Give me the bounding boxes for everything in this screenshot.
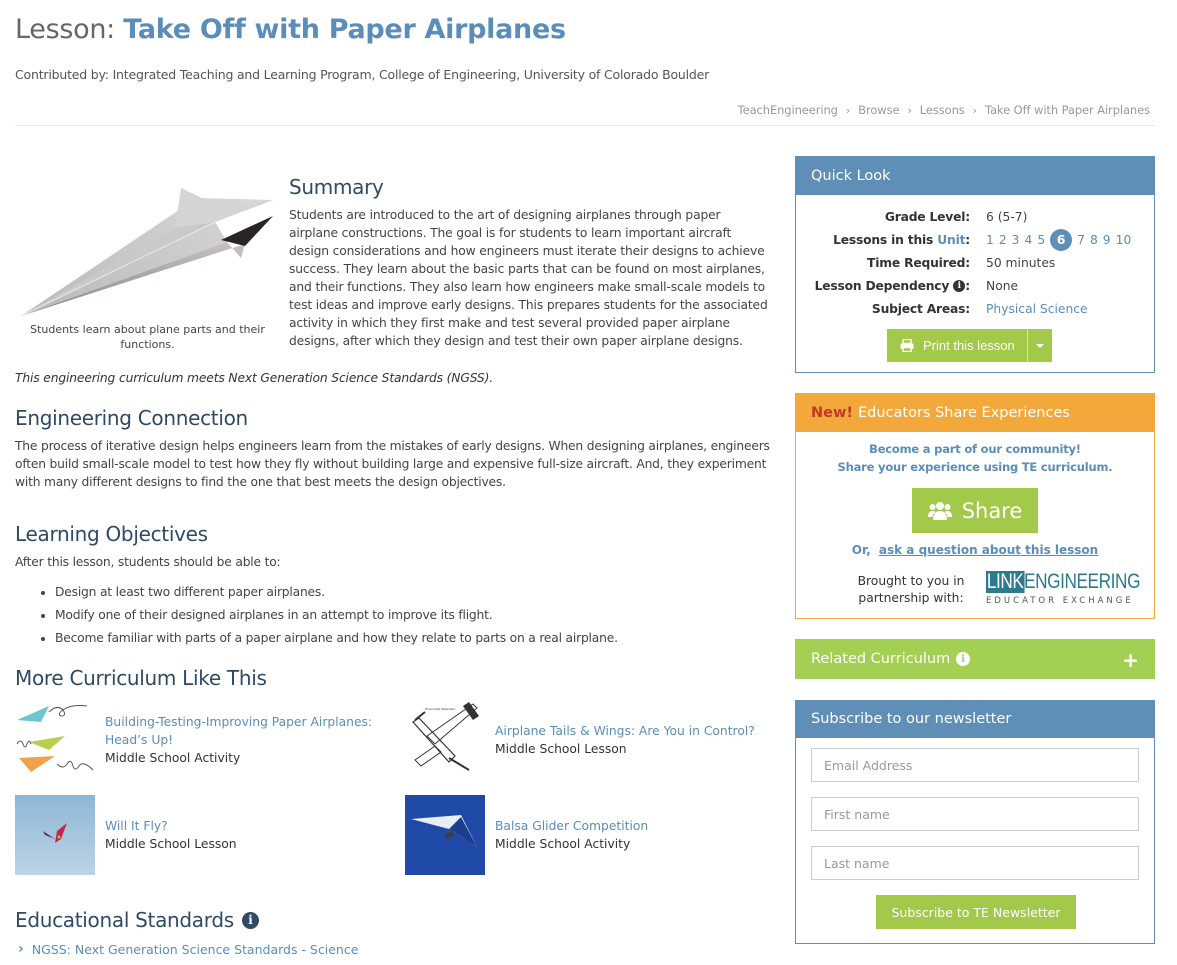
subject-area-link[interactable]: Physical Science	[986, 301, 1088, 316]
engineering-connection-text: The process of iterative design helps engineers learn from the mistakes of early designs. When designing airplanes, engineers often build small-scale model to test how they fly without building large and expensive full-size aircraft. And, they experiment with many different designs to find the one that best meets the design objectives.	[15, 439, 770, 489]
curriculum-card	[405, 795, 785, 875]
engineering-connection-heading: Engineering Connection	[15, 406, 248, 430]
objective-item: • Become familiar with parts of a paper airplane and how they relate to parts on a real airplane.	[55, 627, 775, 650]
paper-airplanes-thumbnail[interactable]	[15, 700, 95, 780]
objective-item: • Modify one of their designed airplanes in an attempt to improve its flight.	[55, 604, 775, 627]
subscribe-button[interactable]: Subscribe to TE Newsletter	[876, 895, 1076, 929]
grade-level-row	[796, 205, 1154, 228]
lesson-link-3[interactable]: 3	[1011, 232, 1020, 247]
print-lesson-button[interactable]	[887, 329, 1027, 362]
page-title	[15, 14, 566, 45]
lesson-link-10[interactable]: 10	[1115, 232, 1132, 247]
ngss-note: This engineering curriculum meets Next Generation Science Standards (NGSS).	[15, 371, 493, 385]
lesson-link-5[interactable]: 5	[1037, 232, 1046, 247]
curriculum-type: Middle School Lesson	[105, 837, 237, 851]
summary-text: Students are introduced to the art of designing airplanes through paper airplane constructions. The goal is for students to learn important aircraft design considerations and how engineers must iterate their designs to achieve success. They learn about the basic parts that can be found on most airplanes, and their functions. They also learn how engineers make small-scale models to test ideas and improve early designs. This prepares students for the associated activity in which they first make and test several provided paper airplane designs, after which they design and test their own paper airplane designs.	[289, 208, 768, 348]
time-required-label: Time Required:	[867, 255, 970, 270]
breadcrumb-teachengineering[interactable]: TeachEngineering	[737, 103, 838, 117]
title-prefix: Lesson:	[15, 14, 115, 45]
partner-block	[846, 567, 1165, 607]
lesson-link-8[interactable]: 8	[1089, 232, 1098, 247]
info-icon[interactable]: i	[956, 652, 970, 666]
lessons-in-unit-label	[796, 233, 970, 247]
users-icon	[928, 501, 952, 521]
unit-link[interactable]: Unit	[937, 232, 966, 247]
last-name-field[interactable]	[811, 846, 1139, 880]
or-label: Or,	[851, 543, 871, 557]
printer-icon	[900, 339, 914, 352]
related-curriculum-panel[interactable]	[795, 639, 1155, 679]
related-curriculum-heading-row	[795, 639, 1155, 679]
related-curriculum-heading: Related Curriculum	[811, 651, 951, 667]
print-options-dropdown[interactable]	[1027, 329, 1052, 362]
subject-areas-row	[796, 297, 1154, 320]
new-badge: New!	[811, 404, 853, 421]
breadcrumb	[738, 103, 1150, 117]
grade-level-label: Grade Level:	[884, 209, 970, 224]
time-required-row	[796, 251, 1154, 274]
hang-glider-thumbnail[interactable]	[405, 795, 485, 875]
logo-subtitle: EDUCATOR EXCHANGE	[986, 596, 1134, 606]
objective-item: • Design at least two different paper airplanes.	[55, 581, 775, 604]
educational-standards-section	[15, 908, 259, 932]
lesson-dependency-value: None	[986, 278, 1019, 293]
time-required-value: 50 minutes	[986, 255, 1056, 270]
header-divider	[15, 125, 1155, 126]
ask-question-link[interactable]: ask a question about this lesson	[878, 543, 1099, 557]
objectives-list	[15, 581, 775, 650]
educators-share-panel	[795, 393, 1155, 619]
airplane-diagram-thumbnail[interactable]	[405, 700, 485, 780]
breadcrumb-browse[interactable]: Browse	[858, 103, 900, 117]
linkengineering-logo[interactable]	[986, 571, 1165, 606]
newsletter-heading: Subscribe to our newsletter	[795, 700, 1155, 738]
ngss-standards-label: NGSS: Next Generation Science Standards - Science	[31, 941, 359, 957]
lesson-dependency-row	[796, 274, 1154, 297]
email-field[interactable]	[811, 748, 1139, 782]
share-panel-heading	[795, 393, 1155, 432]
share-button[interactable]	[912, 488, 1038, 533]
share-invite-line1: Become a part of our community!	[869, 442, 1081, 456]
lessons-in-unit-row	[796, 228, 1154, 251]
curriculum-card	[15, 700, 395, 780]
ngss-standards-link[interactable]	[18, 941, 358, 957]
lesson-link-7[interactable]: 7	[1077, 232, 1085, 247]
hero-caption: Students learn about plane parts and their functions.	[30, 323, 265, 351]
lesson-pagination	[986, 229, 1131, 251]
lesson-link-1[interactable]: 1	[986, 232, 994, 247]
more-curriculum-section	[15, 666, 775, 690]
learning-objectives-section	[15, 522, 775, 650]
lessons-label-colon: :	[965, 232, 970, 247]
learning-objectives-intro: After this lesson, students should be able to:	[15, 555, 281, 569]
curriculum-link[interactable]: Building-Testing-Improving Paper Airplanes: Head’s Up!	[105, 715, 373, 747]
quick-look-heading: Quick Look	[795, 156, 1155, 195]
curriculum-card	[405, 700, 785, 780]
breadcrumb-current: Take Off with Paper Airplanes	[984, 103, 1150, 117]
newsletter-panel	[795, 700, 1155, 944]
svg-text:Horizontal Stabilizer: Horizontal Stabilizer	[425, 707, 456, 711]
expand-plus-icon[interactable]: +	[1122, 648, 1139, 672]
summary-heading: Summary	[289, 175, 384, 199]
dependency-colon: :	[965, 278, 970, 293]
curriculum-grid	[15, 700, 775, 880]
caret-down-icon	[1036, 344, 1044, 348]
lesson-title: Take Off with Paper Airplanes	[123, 14, 566, 45]
paper-airplane-image[interactable]	[15, 170, 280, 320]
info-icon[interactable]: i	[242, 912, 259, 929]
lesson-link-2[interactable]: 2	[998, 232, 1007, 247]
lesson-link-4[interactable]: 4	[1024, 232, 1033, 247]
share-invite-line2: Share your experience using TE curriculum.	[837, 460, 1113, 474]
curriculum-card	[15, 795, 395, 875]
kites-thumbnail[interactable]	[15, 795, 95, 875]
lesson-dependency-label	[796, 279, 970, 293]
grade-level-value: 6 (5-7)	[986, 209, 1028, 224]
hero-figure	[15, 170, 280, 352]
summary-section	[289, 175, 769, 350]
curriculum-link[interactable]: Balsa Glider Competition	[495, 819, 649, 833]
contributed-by: Contributed by: Integrated Teaching and Learning Program, College of Engineering, University of Colorado Boulder	[15, 67, 710, 82]
curriculum-type: Middle School Activity	[105, 751, 241, 765]
lesson-link-9[interactable]: 9	[1102, 232, 1111, 247]
dependency-label-text: Lesson Dependency	[814, 278, 950, 293]
share-panel-title: Educators Share Experiences	[857, 404, 1070, 421]
educational-standards-heading-row	[15, 908, 259, 932]
chevron-right-icon: ›	[972, 103, 977, 117]
share-invite	[796, 440, 1154, 476]
print-button-group	[887, 329, 1052, 362]
partner-text: Brought to you in partnership with:	[857, 574, 965, 605]
curriculum-type: Middle School Lesson	[495, 742, 627, 756]
first-name-field[interactable]	[811, 797, 1139, 831]
ask-question-line	[796, 543, 1154, 557]
logo-engineering-text: ENGINEERING	[1023, 570, 1140, 593]
curriculum-link[interactable]: Airplane Tails & Wings: Are You in Control?	[495, 724, 755, 738]
share-label: Share	[961, 498, 1023, 523]
more-curriculum-heading: More Curriculum Like This	[15, 666, 267, 690]
engineering-connection-section	[15, 406, 775, 491]
lesson-current-6: 6	[1050, 229, 1072, 251]
chevron-right-icon: ›	[845, 103, 851, 117]
info-icon[interactable]: i	[953, 280, 965, 292]
logo-link-text: LINK	[986, 570, 1024, 593]
quick-look-table	[796, 205, 1154, 320]
breadcrumb-lessons[interactable]: Lessons	[919, 103, 965, 117]
quick-look-panel	[795, 156, 1155, 373]
curriculum-link[interactable]: Will It Fly?	[105, 819, 168, 833]
lessons-label-text: Lessons in this	[833, 232, 938, 247]
learning-objectives-heading: Learning Objectives	[15, 522, 208, 546]
print-lesson-label: Print this lesson	[923, 338, 1015, 353]
chevron-right-icon: ›	[907, 103, 912, 117]
subject-areas-label: Subject Areas:	[871, 301, 970, 316]
educational-standards-heading: Educational Standards	[15, 908, 234, 932]
chevron-right-icon: ›	[18, 941, 24, 957]
curriculum-type: Middle School Activity	[495, 837, 631, 851]
